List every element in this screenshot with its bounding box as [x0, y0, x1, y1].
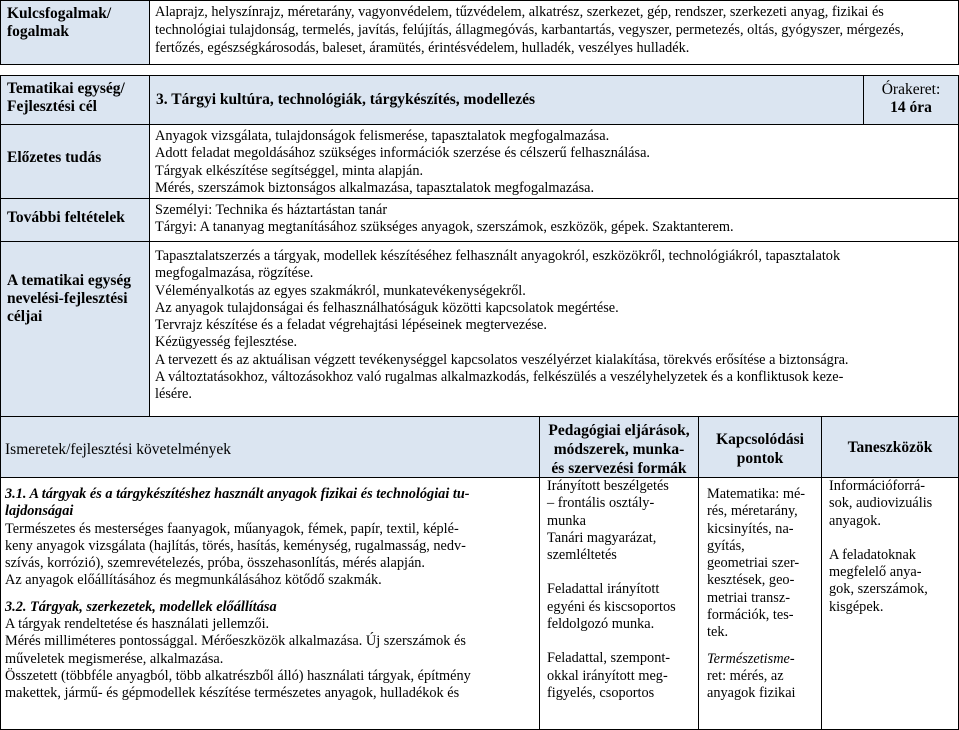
tool-line: anyagok. [829, 512, 882, 529]
goals-label-line2: nevelési-fejlesztési [7, 290, 128, 307]
method-line: Feladattal irányított [547, 581, 660, 598]
requirements-content [0, 477, 540, 730]
section-3-1-line: Természetes és mesterséges faanyagok, műanyagok, fémek, papír, textil, képlé- [5, 520, 459, 537]
links-header [698, 416, 822, 478]
unit-label [0, 75, 150, 125]
tools-content [821, 477, 959, 730]
unit-label-line1: Tematikai egység/ [7, 80, 125, 97]
method-line: – frontális osztály- [547, 495, 655, 512]
link-line: Matematika: mé- [707, 486, 806, 502]
link-line: metriai transz- [707, 589, 790, 606]
prior-line: Adott feladat megoldásához szükséges információk szerzése és célszerű felhasználása. [155, 145, 651, 162]
links-header-line1: Kapcsolódási [716, 431, 804, 448]
links-header-line2: pontok [736, 450, 784, 467]
goal-line: lésére. [155, 386, 192, 403]
method-line: feldolgozó munka. [547, 616, 655, 633]
conditions-personal: Személyi: Technika és háztartástan tanár [155, 202, 388, 218]
section-3-1-title: 3.1. A tárgyak és a tárgykészítéshez használt anyagok fizikai és technológiai tu- [5, 486, 470, 502]
requirements-header [0, 416, 540, 478]
key-concepts-label-text: Kulcsfogalmak/ fogalmak [7, 5, 112, 40]
goal-line: Kézügyesség fejlesztése. [155, 334, 298, 351]
unit-label-line2: Fejlesztési cél [7, 98, 97, 115]
method-spacer [547, 633, 694, 650]
tool-line: Információforrá- [829, 478, 926, 494]
methods-header-line3: és szervezési formák [551, 460, 687, 477]
tools-header-text: Taneszközök [847, 439, 933, 456]
link-line: tek. [707, 624, 729, 641]
links-content [698, 477, 822, 730]
goal-line: A változtatásokhoz, változásokhoz való rugalmas alkalmazkodás, felkészülés a veszélyhelyzetek és a konfliktusok keze- [155, 369, 844, 386]
goal-line: Véleményalkotás az egyes szakmákról, munkatevékenységekről. [155, 282, 526, 299]
conditions-material: Tárgyi: A tananyag megtanításához szükséges anyagok, szerszámok, eszközök, gépek. Szaktanterem. [155, 219, 734, 236]
link-line: formációk, tes- [707, 607, 794, 624]
goal-line: Az anyagok tulajdonságai és felhasználhatóságuk közötti kapcsolatok megértése. [155, 299, 619, 316]
method-line: munka [547, 512, 586, 529]
section-3-1-line: keny anyagok vizsgálata (hajlítás, törés, hasítás, keménység, rugalmasság, nedv- [5, 537, 466, 554]
unit-title: 3. Tárgyi kultúra, technológiák, tárgykészítés, modellezés [156, 91, 536, 108]
section-3-2-title: 3.2. Tárgyak, szerkezetek, modellek előállítása [5, 598, 277, 615]
method-line: Feladattal, szempont- [547, 650, 671, 667]
tool-line: megfelelő anya- [829, 564, 922, 581]
tool-line: A feladatoknak [829, 546, 916, 563]
prior-line: Tárgyak elkészítése segítséggel, minta alapján. [155, 162, 424, 179]
goals-label-line3: céljai [7, 308, 43, 325]
link-line: anyagok fizikai [707, 685, 796, 702]
tools-header [821, 416, 959, 478]
link-line: kesztések, geo- [707, 572, 795, 589]
method-spacer [547, 564, 694, 581]
link-line: ret: mérés, az [707, 667, 784, 684]
goal-line: Tervrajz készítése és a feladat végrehajtási lépéseinek megtervezése. [155, 317, 547, 334]
goal-line: A tervezett és az aktuálisan végzett tevékenységgel kapcsolatos veszélyérzet kialakítása, törekvés erősítése a biztonságra. [155, 351, 849, 368]
goals-label-line1: A tematikai egység [7, 272, 131, 289]
key-concepts-text [149, 0, 959, 65]
prior-line: Mérés, szerszámok biztonságos alkalmazása, tapasztalatok megfogalmazása. [155, 179, 595, 196]
link-line-science: Természetisme- [707, 650, 795, 667]
section-3-1-title: lajdonságai [5, 503, 74, 520]
goals-label [0, 241, 150, 417]
conditions-label-text: További feltételek [7, 209, 125, 226]
method-line: figyelés, csoportos [547, 684, 655, 701]
goal-line: Tapasztalatszerzés a tárgyak, modellek készítéséhez felhasznált anyagokról, eszközökről, technológiákról, tapasztalatok [155, 248, 841, 264]
section-3-2-line: Mérés milliméteres pontossággal. Mérőeszközök alkalmazása. Új szerszámok és [5, 633, 466, 650]
section-3-2-line: A tárgyak rendeltetése és használati jellemzői. [5, 616, 270, 633]
methods-header [539, 416, 699, 478]
method-line: szemléltetés [547, 547, 617, 564]
method-line: Tanári magyarázat, [547, 529, 657, 546]
prior-knowledge-label [0, 124, 150, 199]
hours-label: Órakeret: [881, 81, 941, 98]
key-concepts-label [0, 0, 150, 65]
hours-value: 14 óra [890, 99, 932, 116]
section-3-2-line: Összetett (többféle anyagból, több alkatrészből álló) használati tárgyak, építmény [5, 667, 471, 684]
section-3-1-line: szívás, korrózió), szemrevételezés, próba, összehasonlítás, mérés alapján. [5, 555, 426, 572]
prior-line: Anyagok vizsgálata, tulajdonságok felismerése, tapasztalatok megfogalmazása. [155, 128, 610, 144]
link-line: gyítás, [707, 537, 745, 554]
goal-line: megfogalmazása, rögzítése. [155, 265, 314, 282]
link-line: geometriai szer- [707, 555, 800, 572]
key-concepts-value: Alaprajz, helyszínrajz, méretarány, vagyonvédelem, tűzvédelem, alkatrész, szerkezet, gép, rendszer, szerkezeti anyag, fizikai és technológiai tulajdonság, termelés, javítás, felújítás, állagmegóvás, karbantartás, vegyszer, permetezés, oltás, gyógyszer, mérgezés, fertőzés, egészségkárosodás, baleset, áramütés, érintésvédelem, hulladék, veszélyes hulladék. [155, 4, 904, 56]
goals-text [149, 241, 959, 417]
prior-knowledge-text [149, 124, 959, 199]
prior-knowledge-label-text: Előzetes tudás [7, 149, 102, 166]
method-line: Irányított beszélgetés [547, 478, 669, 494]
tool-line: gok, szerszámok, [829, 581, 928, 598]
hours-cell [863, 75, 959, 125]
link-line: kicsinyítés, na- [707, 520, 794, 537]
section-3-2-line: műveletek megismerése, alkalmazása. [5, 650, 224, 667]
tool-line: sok, audiovizuális [829, 495, 933, 512]
methods-header-line1: Pedagógiai eljárások, [548, 422, 690, 439]
method-line: egyéni és kiscsoportos [547, 598, 676, 615]
tool-line: kisgépek. [829, 598, 884, 615]
unit-title-cell [149, 75, 864, 125]
link-line: rés, méretarány, [707, 503, 798, 520]
methods-header-line2: módszerek, munka- [553, 441, 685, 458]
section-3-1-line: Az anyagok előállításához és megmunkálásához kötődő szakmák. [5, 572, 382, 589]
methods-content [539, 477, 699, 730]
conditions-text [149, 198, 959, 242]
section-3-2-line: makettek, jármű- és gépmodellek készítése természetes anyagok, hulladékok és [5, 685, 460, 702]
conditions-label [0, 198, 150, 242]
requirements-header-text: Ismeretek/fejlesztési követelmények [5, 441, 231, 458]
method-line: okkal irányított meg- [547, 667, 668, 684]
